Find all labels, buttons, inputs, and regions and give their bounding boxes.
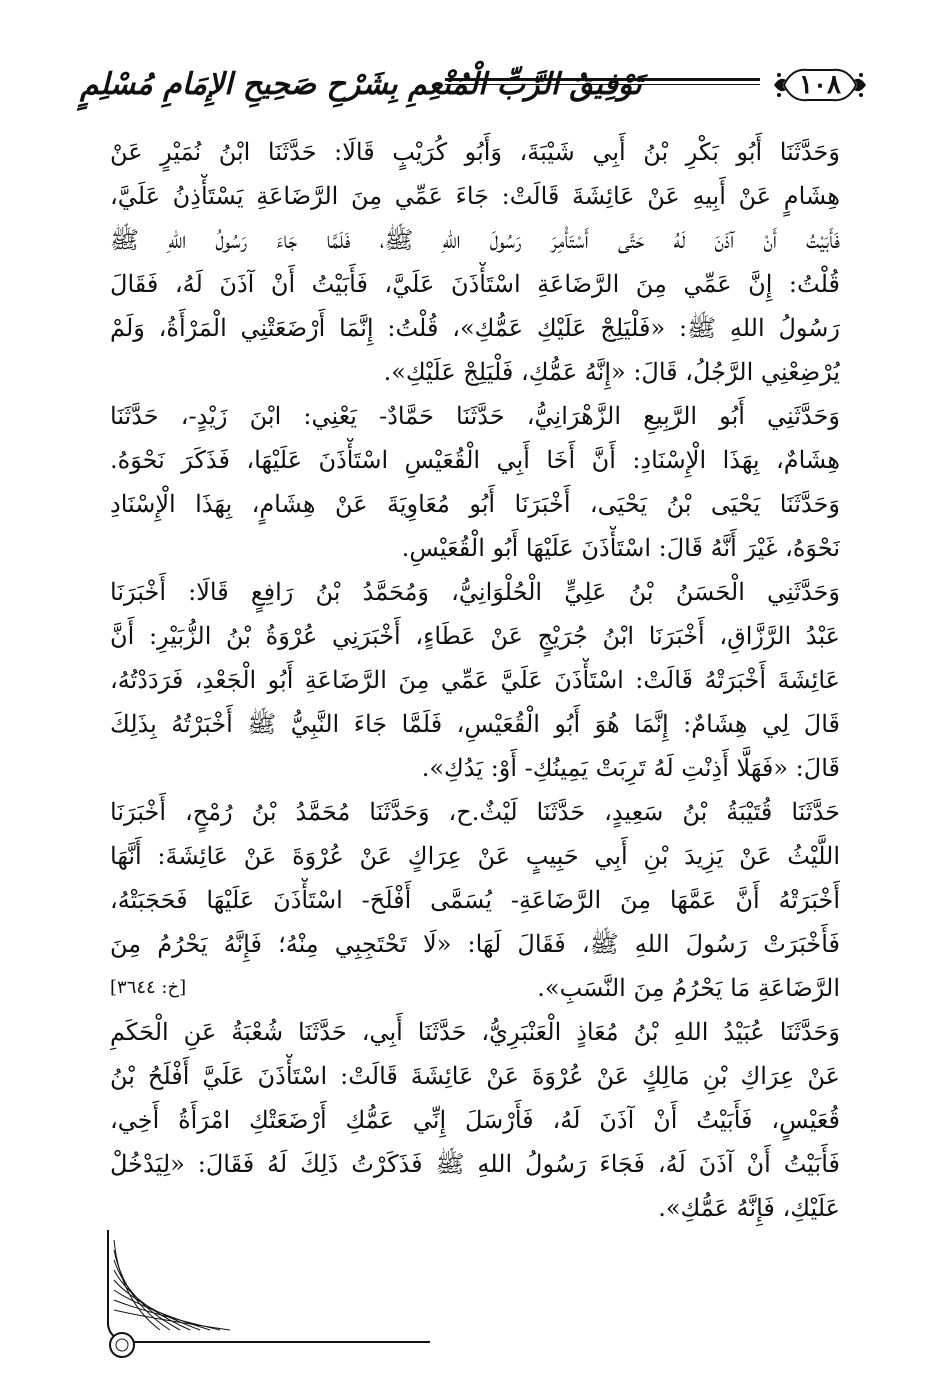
text-line: عَلَيْكِ، فَإِنَّهُ عَمُّكِ». bbox=[658, 1194, 840, 1222]
text-line: وَحَدَّثَنِي أَبُو الرَّبِيعِ الزَّهْرَانِيُّ، حَدَّثَنَا حَمَّادٌ- يَعْنِي: ابْنَ زَيْدٍ-، حَدَّثَنَا bbox=[110, 402, 840, 430]
text-line: نَحْوَهُ، غَيْرَ أَنَّهُ قَالَ: اسْتَأْذَنَ عَلَيْهَا أَبُو الْقُعَيْسِ. bbox=[401, 534, 840, 562]
text-line: عَبْدُ الرَّزَّاقِ، أَخْبَرَنَا ابْنُ جُرَيْجٍ عَنْ عَطَاءٍ، أَخْبَرَنِي عُرْوَةُ بْنُ الزُّبَيْرِ: أَنَّ bbox=[110, 622, 840, 650]
text-line: فَأَبَيْتُ أَنْ آذَنَ لَهُ، فَجَاءَ رَسُولُ اللهِ ﷺ فَذَكَرْتُ ذَلِكَ لَهُ فَقَالَ: «لِيَدْخُلْ bbox=[110, 1150, 840, 1178]
paragraph-6 bbox=[110, 1010, 840, 1230]
text-line: وَحَدَّثَنَا أَبُو بَكْرِ بْنُ أَبِي شَيْبَةَ، وَأَبُو كُرَيْبٍ قَالَا: حَدَّثَنَا ابْنُ نُمَيْرٍ عَنْ bbox=[110, 138, 840, 166]
text-line: عَائِشَةَ أَخْبَرَتْهُ قَالَتْ: اسْتَأْذَنَ عَلَيَّ عَمِّي مِنَ الرَّضَاعَةِ أَبُو الْجَعْدِ، فَرَدَدْتُهُ، bbox=[110, 666, 840, 694]
page-number: ١٠٨ bbox=[799, 70, 841, 100]
hadith-text bbox=[110, 130, 840, 1230]
text-line: قَالَ: «فَهَلَّا أَذِنْتِ لَهُ تَرِبَتْ يَمِينُكِ- أَوْ: يَدُكِ». bbox=[421, 754, 840, 782]
text-line: الرَّضَاعَةِ مَا يَحْرُمُ مِنَ النَّسَبِ». bbox=[537, 974, 840, 1002]
text-line: قُلْتُ: إِنَّ عَمِّي مِنَ الرَّضَاعَةِ اسْتَأْذَنَ عَلَيَّ، فَأَبَيْتُ أَنْ آذَنَ لَهُ، فَقَالَ bbox=[110, 270, 840, 298]
text-line: وَحَدَّثَنَا يَحْيَى بْنُ يَحْيَى، أَخْبَرَنَا أَبُو مُعَاوِيَةَ عَنْ هِشَامٍ، بِهَذَا الْإِسْنَادِ bbox=[110, 490, 840, 518]
corner-ornament-icon bbox=[100, 1230, 440, 1360]
text-line: قَالَ لِي هِشَامٌ: إِنَّمَا هُوَ أَبُو الْقُعَيْسِ، فَلَمَّا جَاءَ النَّبِيُّ ﷺ أَخْبَرْتُهُ بِذَلِكَ bbox=[110, 710, 840, 738]
text-line: يُرْضِعْنِي الرَّجُلُ، قَالَ: «إِنَّهُ عَمُّكِ، فَلْيَلِجْ عَلَيْكِ». bbox=[383, 358, 840, 386]
book-title: تَوْفِيقُ الرَّبِّ الْمُنْعِمِ بِشَرْحِ صَحِيحِ الإِمَامِ مُسْلِمٍ bbox=[80, 67, 642, 102]
text-line: فَأَبَيْتُ أَنْ آذَنَ لَهُ حَتَّى أَسْتَأْمِرَ رَسُولَ اللهِ ﷺ، فَلَمَّا جَاءَ رَسُولُ اللهِ ﷺ bbox=[110, 226, 840, 254]
hadith-reference: [خ: ٣٦٤٤] bbox=[110, 977, 187, 998]
text-line: رَسُولُ اللهِ ﷺ: «فَلْيَلِجْ عَلَيْكِ عَمُّكِ»، قُلْتُ: إِنَّمَا أَرْضَعَتْنِي الْمَرْأَةُ، وَلَمْ bbox=[110, 314, 840, 342]
text-line: وَحَدَّثَنَا عُبَيْدُ اللهِ بْنُ مُعَاذٍ الْعَنْبَرِيُّ، حَدَّثَنَا أَبِي، حَدَّثَنَا شُعْبَةُ عَنِ الْحَكَمِ bbox=[110, 1018, 840, 1046]
text-line: وَحَدَّثَنِي الْحَسَنُ بْنُ عَلِيٍّ الْحُلْوَانِيُّ، وَمُحَمَّدُ بْنُ رَافِعٍ قَالَا: أَخْبَرَنَا bbox=[110, 578, 840, 606]
page-number-frame bbox=[770, 62, 870, 108]
text-line: حَدَّثَنَا قُتَيْبَةُ بْنُ سَعِيدٍ، حَدَّثَنَا لَيْثٌ.ح، وَحَدَّثَنَا مُحَمَّدُ بْنُ رُمْحٍ، أَخْبَرَنَا bbox=[110, 798, 840, 826]
text-line: قُعَيْسٍ، فَأَبَيْتُ أَنْ آذَنَ لَهُ، فَأَرْسَلَ إِنِّي عَمُّكِ أَرْضَعَتْكِ امْرَأَةُ أَخِي، bbox=[110, 1106, 840, 1134]
paragraph-2 bbox=[110, 394, 840, 482]
text-line: عَنْ عِرَاكِ بْنِ مَالِكٍ عَنْ عُرْوَةَ عَنْ عَائِشَةَ قَالَتْ: اسْتَأْذَنَ عَلَيَّ أَفْلَحُ بْنُ bbox=[110, 1062, 840, 1090]
paragraph-4 bbox=[110, 570, 840, 790]
page-header bbox=[80, 62, 870, 112]
text-line: أَخْبَرَتْهُ أَنَّ عَمَّهَا مِنَ الرَّضَاعَةِ- يُسَمَّى أَفْلَحَ- اسْتَأْذَنَ عَلَيْهَا فَحَجَبَتْهُ، bbox=[110, 886, 840, 914]
text-line: هِشَامٍ عَنْ أَبِيهِ عَنْ عَائِشَةَ قَالَتْ: جَاءَ عَمِّي مِنَ الرَّضَاعَةِ يَسْتَأْذِنُ عَلَيَّ، bbox=[110, 182, 840, 210]
paragraph-1 bbox=[110, 130, 840, 394]
text-line: فَأَخْبَرَتْ رَسُولَ اللهِ ﷺ، فَقَالَ لَهَا: «لَا تَحْتَجِبِي مِنْهُ؛ فَإِنَّهُ يَحْرُمُ مِنَ bbox=[110, 930, 840, 958]
paragraph-3 bbox=[110, 482, 840, 570]
text-line-with-reference bbox=[110, 966, 840, 1010]
text-line: اللَّيْثُ عَنْ يَزِيدَ بْنِ أَبِي حَبِيبٍ عَنْ عِرَاكٍ عَنْ عُرْوَةَ عَنْ عَائِشَةَ: أَنَّهَا bbox=[110, 842, 840, 870]
paragraph-5 bbox=[110, 790, 840, 1010]
text-line: هِشَامٌ، بِهَذَا الْإِسْنَادِ: أَنَّ أَخَا أَبِي الْقُعَيْسِ اسْتَأْذَنَ عَلَيْهَا، فَذَكَرَ نَحْوَهُ. bbox=[110, 446, 840, 474]
